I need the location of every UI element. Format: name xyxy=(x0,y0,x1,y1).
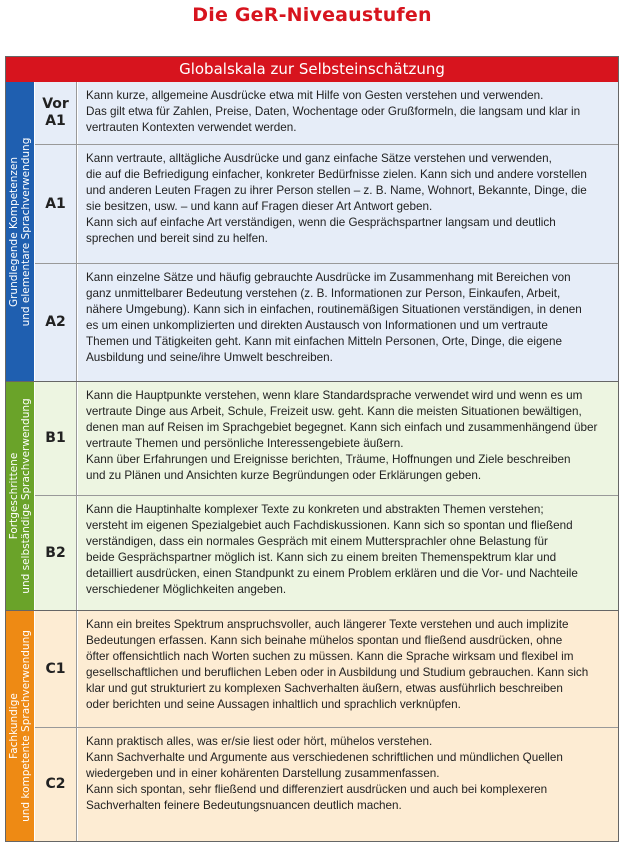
desc-line: vertraute Dinge aus Arbeit, Schule, Freizeit usw. geht. Kann die meisten Situationen bewältigen, xyxy=(86,405,582,418)
desc-line: versteht im eigenen Spezialgebiet auch Fachdiskussionen. Kann sich so spontan und fließend xyxy=(86,519,573,532)
level-code-c1 xyxy=(35,611,77,727)
group-b-label-line1: Fortgeschrittene xyxy=(8,452,20,540)
desc-line: Themen und Tätigkeiten geht. Kann mit einfachen Mitteln Personen, Orte, Dinge, die eigene xyxy=(86,335,563,348)
desc-line: oder berichten und seine Aussagen inhaltlich und sprachlich verknüpfen. xyxy=(86,698,461,711)
desc-line: denen man auf Reisen im Sprachgebiet begegnet. Kann sich einfach und zusammenhängend über xyxy=(86,421,598,434)
desc-line: nähere Umgebung). Kann sich in einfachen, routinemäßigen Situationen verständigen, in denen xyxy=(86,303,582,316)
group-c-label-line1: Fachkundige xyxy=(8,693,20,759)
group-a-label-line1: Grundlegende Kompetenzen xyxy=(8,156,20,307)
level-code-line1: Vor xyxy=(42,96,69,112)
group-b-band xyxy=(6,382,34,610)
level-description-b1 xyxy=(78,382,618,495)
desc-line: Bedeutungen erfassen. Kann sich beinahe mühelos spontan und fließend ausdrücken, ohne xyxy=(86,634,563,647)
level-code-b2 xyxy=(35,496,77,610)
desc-line: Kann über Erfahrungen und Ereignisse berichten, Träume, Hoffnungen und Ziele beschreiben xyxy=(86,453,571,466)
desc-line: Kann einzelne Sätze und häufig gebrauchte Ausdrücke im Zusammenhang mit Bereichen von xyxy=(86,271,571,284)
level-description-a2 xyxy=(78,264,618,381)
desc-line: verständigen, dass ein normales Gespräch mit einem Muttersprachler ohne Belastung für xyxy=(86,535,548,548)
desc-line: sie besitzen, usw. – und kann auf Fragen dieser Art Antwort geben. xyxy=(86,200,433,213)
level-code-line1: A1 xyxy=(45,195,66,212)
level-code-vor-a1 xyxy=(35,82,77,144)
level-description-a1 xyxy=(78,145,618,263)
desc-line: Kann sich spontan, sehr fließend und differenziert ausdrücken und auch bei komplexeren xyxy=(86,783,548,796)
desc-line: die auf die Befriedigung einfacher, konkreter Bedürfnisse zielen. Kann sich und andere vorstellen xyxy=(86,168,587,181)
level-description-c2 xyxy=(78,728,618,841)
desc-line: Kann kurze, allgemeine Ausdrücke etwa mit Hilfe von Gesten verstehen und verwenden. xyxy=(86,89,544,102)
group-c-band xyxy=(6,611,34,841)
level-code-line1: A2 xyxy=(45,314,66,330)
desc-line: öfter offensichtlich nach Worten suchen zu müssen. Kann die Sprache wirksam und flexibel im xyxy=(86,650,574,663)
desc-line: Sachverhalten feinere Bedeutungsnuancen deutlich machen. xyxy=(86,799,402,812)
desc-line: Kann praktisch alles, was er/sie liest oder hört, mühelos verstehen. xyxy=(86,735,433,748)
desc-line: Kann vertraute, alltägliche Ausdrücke und ganz einfache Sätze verstehen und verwenden, xyxy=(86,152,552,165)
desc-line: gesellschaftlichen und beruflichen Leben oder in Ausbildung und Studium gebrauchen. Kann sich xyxy=(86,666,589,679)
desc-line: wiedergeben und in einer kohärenten Darstellung zusammenfassen. xyxy=(86,767,440,780)
desc-line: beide Gesprächspartner möglich ist. Kann sich zu einem breiten Themenspektrum klar und xyxy=(86,551,557,564)
level-code-line1: C2 xyxy=(45,776,66,792)
level-description-b2 xyxy=(78,496,618,610)
group-c-label-line2: und kompetente Sprachverwendung xyxy=(20,630,32,822)
level-code-c2 xyxy=(35,728,77,841)
level-code-a1 xyxy=(35,145,77,263)
level-code-line1: B2 xyxy=(45,544,66,561)
niveau-table xyxy=(5,56,619,842)
group-b-label-line2: und selbständige Sprachverwendung xyxy=(20,398,32,594)
desc-line: Kann Sachverhalte und Argumente aus verschiedenen schriftlichen und mündlichen Quellen xyxy=(86,751,563,764)
level-code-line1: C1 xyxy=(45,660,66,677)
desc-line: detailliert ausdrücken, einen Standpunkt zu einem Problem erklären und die Vor- und Nachteile xyxy=(86,567,578,580)
page-title: Die GeR-Niveaustufen xyxy=(192,4,432,26)
level-code-b1 xyxy=(35,382,77,495)
group-a-band xyxy=(6,82,34,381)
group-a-label xyxy=(8,137,32,326)
level-description-c1 xyxy=(78,611,618,727)
group-c-label xyxy=(8,630,32,822)
table-header: Globalskala zur Selbsteinschätzung xyxy=(6,57,618,82)
level-code-line1: B1 xyxy=(45,430,66,446)
desc-line: Das gilt etwa für Zahlen, Preise, Daten, Wochentage oder Grußformeln, die langsam und klar in xyxy=(86,105,581,118)
desc-line: klar und gut strukturiert zu komplexen Sachverhalten äußern, etwas ausführlich beschreiben xyxy=(86,682,563,695)
desc-line: verschiedener Möglichkeiten angeben. xyxy=(86,583,287,596)
group-b-label xyxy=(8,398,32,593)
group-a-label-line2: und elementare Sprachverwendung xyxy=(20,137,32,326)
desc-line: und anderen Leuten Fragen zu ihrer Person stellen – z. B. Name, Wohnort, Bekannte, Dinge, die xyxy=(86,184,587,197)
desc-line: vertraute Themen und persönliche Interessengebiete äußern. xyxy=(86,437,404,450)
desc-line: Kann ein breites Spektrum anspruchsvoller, auch längerer Texte verstehen und auch implizite xyxy=(86,618,569,631)
desc-line: Kann die Hauptinhalte komplexer Texte zu konkreten und abstrakten Themen verstehen; xyxy=(86,503,544,516)
level-code-line2: A1 xyxy=(45,113,66,129)
desc-line: sprechen und bereit sind zu helfen. xyxy=(86,232,268,245)
level-code-a2 xyxy=(35,264,77,381)
desc-line: es um einen unkomplizierten und direkten Austausch von Informationen und um vertraute xyxy=(86,319,548,332)
desc-line: und zu Plänen und Ansichten kurze Begründungen oder Erklärungen geben. xyxy=(86,469,482,482)
desc-line: Kann sich auf einfache Art verständigen, wenn die Gesprächspartner langsam und deutlich xyxy=(86,216,556,229)
desc-line: Kann die Hauptpunkte verstehen, wenn klare Standardsprache verwendet wird und wenn es um xyxy=(86,389,583,402)
level-description-vor-a1 xyxy=(78,82,618,144)
desc-line: ganz unmittelbarer Bedeutung verstehen (z. B. Informationen zur Person, Einkaufen, Arbeit, xyxy=(86,287,561,300)
desc-line: vertrauten Kontexten verwendet werden. xyxy=(86,121,297,134)
desc-line: Ausbildung und seine/ihre Umwelt beschreiben. xyxy=(86,351,333,364)
